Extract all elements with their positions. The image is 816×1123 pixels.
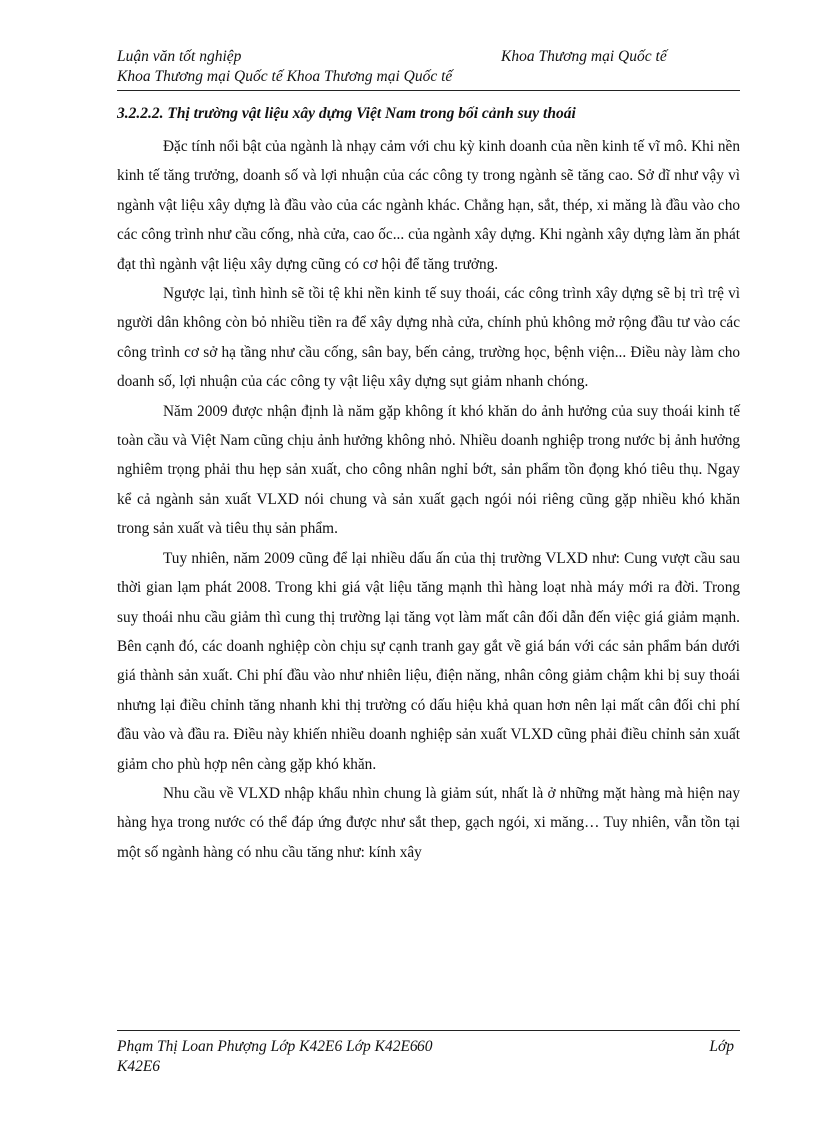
footer-author: Phạm Thị Loan Phượng Lớp K42E6 Lớp K42E6: [117, 1038, 418, 1055]
header-faculty-label: Khoa Thương mại Quốc tế: [501, 48, 667, 65]
body-paragraph: Tuy nhiên, năm 2009 cũng để lại nhiều dấu ấn của thị trường VLXD như: Cung vượt cầu sau thời gian lạm phát 2008. Trong khi giá vật liệu tăng mạnh thì hàng loạt nhà máy mới ra đời. Trong suy thoái nhu cầu giảm thì cung thị trường lại tăng vọt làm mất cân đối dẫn đến việc giá giảm mạnh. Bên cạnh đó, các doanh nghiệp còn chịu sự cạnh tranh gay gắt về giá bán với các sản phẩm bán dưới giá thành sản xuất. Chi phí đầu vào như nhiên liệu, điện năng, nhân công giảm chậm khi bị suy thoái nhưng lại điều chỉnh tăng nhanh khi thị trường có dấu hiệu khả quan hơn nên lại mất cân đối chi phí đầu vào và đầu ra. Điều này khiến nhiều doanh nghiệp sản xuất VLXD cũng phải điều chỉnh sản xuất giảm cho phù hợp nên càng gặp khó khăn.: [117, 549, 740, 773]
footer-divider: [117, 1030, 740, 1031]
header-faculty-repeat: Khoa Thương mại Quốc tế Khoa Thương mại Quốc tế: [117, 68, 453, 85]
body-paragraph: Ngược lại, tình hình sẽ tồi tệ khi nền kinh tế suy thoái, các công trình xây dựng sẽ bị trì trệ vì người dân không còn bỏ nhiều tiền ra để xây dựng nhà cửa, chính phủ không mở rộng đầu tư vào các công trình cơ sở hạ tầng như cầu cống, sân bay, bến cảng, trường học, bệnh viện... Điều này làm cho doanh số, lợi nhuận của các công ty vật liệu xây dựng sụt giảm nhanh chóng.: [117, 285, 740, 391]
section-heading: 3.2.2.2. Thị trường vật liệu xây dựng Việt Nam trong bối cảnh suy thoái: [117, 105, 576, 122]
page-body: [117, 104, 740, 867]
page-number: 60: [417, 1038, 433, 1055]
header-thesis-label: Luận văn tốt nghiệp: [117, 48, 242, 65]
page-header: [117, 46, 740, 91]
footer-class-label: Lớp: [709, 1038, 734, 1055]
body-paragraph: Nhu cầu về VLXD nhập khẩu nhìn chung là giảm sút, nhất là ở những mặt hàng mà hiện nay hàng hỵa trong nước có thể đáp ứng được như sắt thep, gạch ngói, xi măng… Tuy nhiên, vẫn tồn tại một số ngành hàng có nhu cầu tăng như: kính xây: [117, 784, 740, 861]
footer-class-code: K42E6: [117, 1058, 161, 1075]
body-paragraph: Đặc tính nổi bật của ngành là nhạy cảm với chu kỳ kinh doanh của nền kinh tế vĩ mô. Khi nền kinh tế tăng trưởng, doanh số và lợi nhuận của các công ty trong ngành sẽ tăng cao. Sở dĩ như vậy vì ngành vật liệu xây dựng là đầu vào của các ngành khác. Chẳng hạn, sắt, thép, xi măng là đầu vào cho các công trình như cầu cống, nhà cửa, cao ốc... của ngành xây dựng. Khi ngành xây dựng làm ăn phát đạt thì ngành vật liệu xây dựng cũng có cơ hội để tăng trưởng.: [117, 138, 740, 273]
body-paragraph: Năm 2009 được nhận định là năm gặp không ít khó khăn do ảnh hưởng của suy thoái kinh tế toàn cầu và Việt Nam cũng chịu ảnh hưởng không nhỏ. Nhiều doanh nghiệp trong nước bị ảnh hưởng nghiêm trọng phải thu hẹp sản xuất, cho công nhân nghỉ bớt, sản phẩm tồn đọng khó tiêu thụ. Ngay kể cả ngành sản xuất VLXD nói chung và sản xuất gạch ngói nói riêng cũng gặp nhiều khó khăn trong sản xuất và tiêu thụ sản phẩm.: [117, 402, 740, 538]
